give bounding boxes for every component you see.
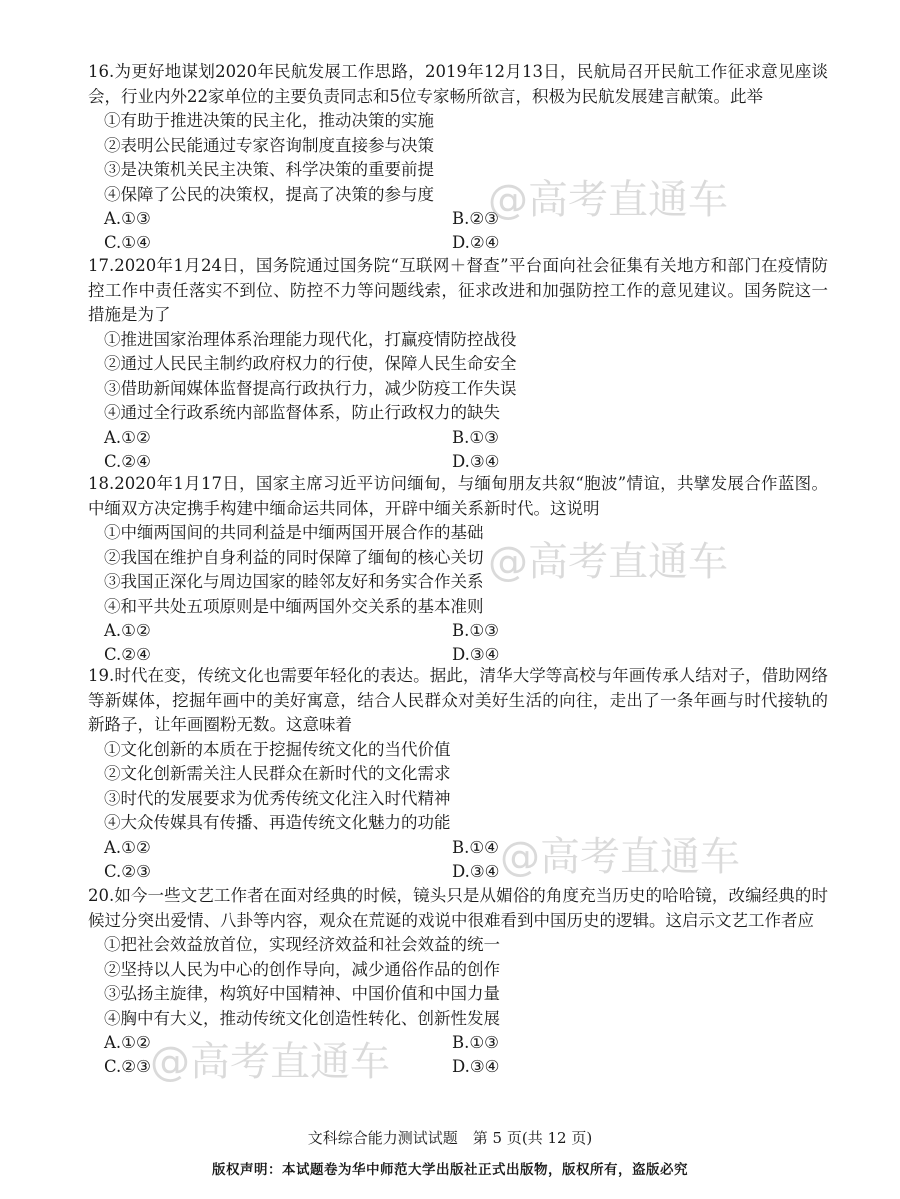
statement-1: ①中缅两国间的共同利益是中缅两国开展合作的基础 bbox=[104, 523, 484, 542]
answer-choice-d[interactable]: D.③④ bbox=[452, 645, 500, 664]
statement-4: ④胸中有大义，推动传统文化创造性转化、创新性发展 bbox=[104, 1008, 500, 1028]
question-17 bbox=[88, 254, 828, 474]
question-16 bbox=[88, 60, 828, 255]
question-stem: 18.2020年1月17日，国家主席习近平访问缅甸，与缅甸朋友共叙“胞波”情谊，共擘发展合作蓝图。中缅双方决定携手构建中缅命运共同体，开辟中缅关系新时代。这说明 bbox=[88, 474, 828, 518]
answer-choice-a[interactable]: A.①③ bbox=[104, 209, 151, 228]
answer-choice-b[interactable]: B.①④ bbox=[452, 837, 499, 857]
statement-4: ④大众传媒具有传播、再造传统文化魅力的功能 bbox=[104, 813, 451, 832]
answer-choice-c[interactable]: C.②③ bbox=[104, 861, 151, 881]
answer-choice-b[interactable]: B.①③ bbox=[452, 427, 499, 447]
copyright-notice: 版权声明：本试题卷为华中师范大学出版社正式出版物，版权所有，盗版必究 bbox=[212, 1162, 688, 1178]
question-20 bbox=[88, 884, 828, 1079]
answer-choice-d[interactable]: D.③④ bbox=[452, 451, 500, 471]
statement-3: ③我国正深化与周边国家的睦邻友好和务实合作关系 bbox=[104, 572, 484, 591]
question-stem: 17.2020年1月24日，国务院通过国务院“互联网＋督查”平台面向社会征集有关地方和部门在疫情防控工作中责任落实不到位、防控不力等问题线索，征求改进和加强防控工作的意见建议。国务院这一措施是为了 bbox=[88, 256, 828, 324]
answer-choice-d[interactable]: D.③④ bbox=[452, 861, 500, 881]
statement-2: ②坚持以人民为中心的创作导向，减少通俗作品的创作 bbox=[104, 959, 500, 979]
answer-choice-c[interactable]: C.②④ bbox=[104, 451, 151, 471]
answer-choice-b[interactable]: B.①③ bbox=[452, 621, 499, 640]
answer-choices bbox=[88, 1031, 828, 1079]
watermark: @高考直通车 bbox=[488, 539, 728, 585]
statement-4: ④通过全行政系统内部监督体系，防止行政权力的缺失 bbox=[104, 403, 500, 422]
statement-2: ②我国在维护自身利益的同时保障了缅甸的核心关切 bbox=[104, 547, 484, 567]
statement-1: ①推进国家治理体系治理能力现代化，打赢疫情防控战役 bbox=[104, 329, 517, 349]
statement-3: ③是决策机关民主决策、科学决策的重要前提 bbox=[104, 160, 434, 179]
statement-2: ②文化创新需关注人民群众在新时代的文化需求 bbox=[104, 764, 451, 783]
statement-1: ①有助于推进决策的民主化，推动决策的实施 bbox=[104, 111, 434, 130]
answer-choices bbox=[88, 619, 828, 667]
statement-3: ③弘扬主旋律，构筑好中国精神、中国价值和中国力量 bbox=[104, 984, 500, 1003]
question-18 bbox=[88, 472, 828, 667]
answer-choices bbox=[88, 426, 828, 474]
watermark: @高考直通车 bbox=[500, 834, 740, 880]
answer-choice-b[interactable]: B.②③ bbox=[452, 209, 499, 228]
statement-2: ②通过人民民主制约政府权力的行使，保障人民生命安全 bbox=[104, 354, 517, 373]
answer-choice-a[interactable]: A.①② bbox=[104, 837, 151, 857]
question-19 bbox=[88, 664, 828, 884]
answer-choices bbox=[88, 836, 828, 884]
answer-choice-c[interactable]: C.②③ bbox=[104, 1057, 151, 1076]
answer-choices bbox=[88, 207, 828, 255]
statement-3: ③借助新闻媒体监督提高行政执行力，减少防疫工作失误 bbox=[104, 378, 517, 398]
question-stem: 16.为更好地谋划2020年民航发展工作思路，2019年12月13日，民航局召开民航工作征求意见座谈会，行业内外22家单位的主要负责同志和5位专家畅所欲言，积极为民航发展建言献策。此举 bbox=[88, 62, 828, 106]
watermark: @高考直通车 bbox=[488, 177, 728, 223]
answer-choice-d[interactable]: D.②④ bbox=[452, 233, 500, 252]
answer-choice-a[interactable]: A.①② bbox=[104, 1033, 151, 1052]
answer-choice-c[interactable]: C.②④ bbox=[104, 645, 151, 664]
answer-choice-b[interactable]: B.①③ bbox=[452, 1033, 499, 1052]
answer-choice-c[interactable]: C.①④ bbox=[104, 233, 151, 252]
statement-1: ①文化创新的本质在于挖掘传统文化的当代价值 bbox=[104, 739, 451, 759]
watermark: @高考直通车 bbox=[150, 1039, 390, 1085]
answer-choice-a[interactable]: A.①② bbox=[104, 427, 151, 447]
statement-4: ④和平共处五项原则是中缅两国外交关系的基本准则 bbox=[104, 596, 484, 616]
statement-4: ④保障了公民的决策权，提高了决策的参与度 bbox=[104, 184, 434, 204]
statement-2: ②表明公民能通过专家咨询制度直接参与决策 bbox=[104, 135, 434, 155]
answer-choice-d[interactable]: D.③④ bbox=[452, 1057, 500, 1076]
question-stem: 19.时代在变，传统文化也需要年轻化的表达。据此，清华大学等高校与年画传承人结对子，借助网络等新媒体，挖掘年画中的美好寓意，结合人民群众对美好生活的向往，走出了一条年画与时代接轨的新路子，让年画圈粉无数。这意味着 bbox=[88, 666, 828, 734]
answer-choice-a[interactable]: A.①② bbox=[104, 621, 151, 640]
statement-1: ①把社会效益放首位，实现经济效益和社会效益的统一 bbox=[104, 935, 500, 954]
page-footer: 文科综合能力测试试题 第 5 页(共 12 页) bbox=[307, 1129, 593, 1147]
statement-3: ③时代的发展要求为优秀传统文化注入时代精神 bbox=[104, 788, 451, 808]
question-stem: 20.如今一些文艺工作者在面对经典的时候，镜头只是从媚俗的角度充当历史的哈哈镜，改编经典的时候过分突出爱情、八卦等内容，观众在荒诞的戏说中很难看到中国历史的逻辑。这启示文艺工作者应 bbox=[88, 886, 828, 930]
